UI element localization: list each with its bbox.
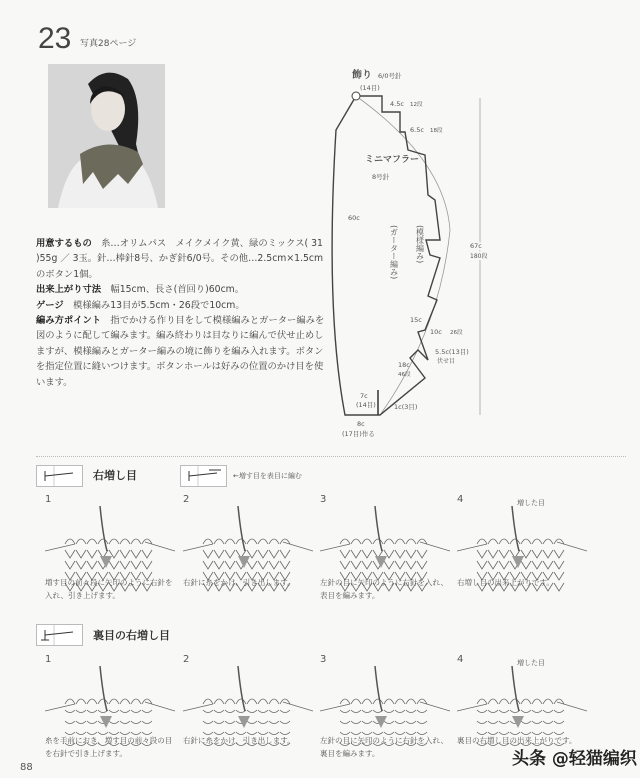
step-number: 3 [320,494,327,505]
dim-6: 7c [360,392,368,400]
materials-value: 糸…オリムパス メイクメイク黄、緑のミックス( 31 )55g ／ 3玉。針…棒針8号、かぎ針6/0号。その他…2.5cm×1.5cmのボタン1個。 [36,238,324,280]
step-number: 3 [320,654,327,665]
pattern-label: (模様編み) [415,225,425,264]
dim-2: 6.5c [410,126,424,134]
materials-label: 用意するもの [36,238,92,249]
points-value: 指でかける作り目をして模様編みとガーター編みを図のように配して編みます。編み終わりは目なりに編んで伏せ止めしますが、模様編みとガーター編みの境に飾りを編み入れます。ボタンを指定位置に縫いつけます。ボタンホールは好みの位置のかけ目を使います。 [36,315,325,388]
dim-3: 10c [430,328,442,336]
decoration-needle: 6/0号針 [378,72,402,80]
symbol-right-increase-knit [180,465,227,487]
dim-4: 5.5c(13目) [435,348,469,356]
section2-title: 裏目の右増し目 [93,629,170,642]
photo-reference: 写真28ページ [80,39,137,49]
top-stitches: (14目) [360,84,380,92]
symbol-purl-right-increase [36,624,83,646]
step-number: 2 [183,494,190,505]
points-label: 編み方ポイント [36,315,102,327]
inner-length: 60c [348,214,360,222]
symbol-right-increase [36,465,83,487]
dim-1: 4.5c [390,100,404,108]
dim-2-rows: 18段 [430,128,443,134]
model-photo [48,64,165,208]
dim-4-bindoff: 伏せ目 [437,358,456,365]
step-caption: 裏目の右増し目の出来上がりです。 [457,736,577,745]
bottom-width: 8c [357,420,365,428]
gauge-label: ゲージ [36,299,64,311]
step-caption: 左針の目に矢印のように右針を入れ、裏目を編みます。 [320,736,448,758]
total-rows: 180段 [470,253,488,260]
section1-note: ←増す目を表目に編む [233,472,302,480]
increased-stitch-label: 増した目 [517,659,545,667]
size-value: 幅15cm、長さ(首回り)60cm。 [110,284,245,296]
page-number: 88 [20,762,33,773]
step-number: 4 [457,654,464,665]
dim-5-rows: 46段 [398,372,411,378]
step-caption: 左針の目に矢印のように右針を入れ、表目を編みます。 [320,578,448,600]
dim-7: 1c(3目) [394,403,418,411]
dim-6-sts: (14目) [356,401,376,409]
pattern-number: 23 [38,22,72,55]
step-caption: 糸を手前におき、増す目の前々段の目を右針で引き上げます。 [45,736,173,758]
divider [36,456,626,457]
step-number: 1 [45,654,52,665]
watermark: 头条 @轻猫编织 [512,749,637,769]
increased-stitch-label: 増した目 [517,499,545,507]
width-label: 15c [410,316,422,324]
step-caption: 右増し目の出来上がりです。 [457,578,554,587]
dim-3-rows: 26段 [450,330,463,336]
step-caption: 増す目の前々段に矢印のように右針を入れ、引き上げます。 [45,578,173,600]
decoration-label: 飾り [352,70,372,81]
section1-title: 右増し目 [93,469,137,482]
size-label: 出来上がり寸法 [36,284,102,296]
cast-on: (17目)作る [342,430,375,438]
scarf-schematic [330,60,510,440]
needle-size: 8号針 [372,173,390,181]
step-number: 4 [457,494,464,505]
step-caption: 右針に糸をかけ、引き出します。 [183,578,295,587]
dim-5: 18c [398,361,410,369]
diagram-title: ミニマフラー [365,155,420,165]
total-length: 67c [470,242,482,250]
dim-1-rows: 12段 [410,102,423,108]
step-number: 1 [45,494,52,505]
materials-text [36,236,326,390]
step-caption: 右針に糸をかけ、引き出します。 [183,736,295,745]
garter-label: (ガーター編み) [389,225,399,280]
gauge-value: 模様編み13目が5.5cm・26段で10cm。 [73,299,245,311]
step-number: 2 [183,654,190,665]
